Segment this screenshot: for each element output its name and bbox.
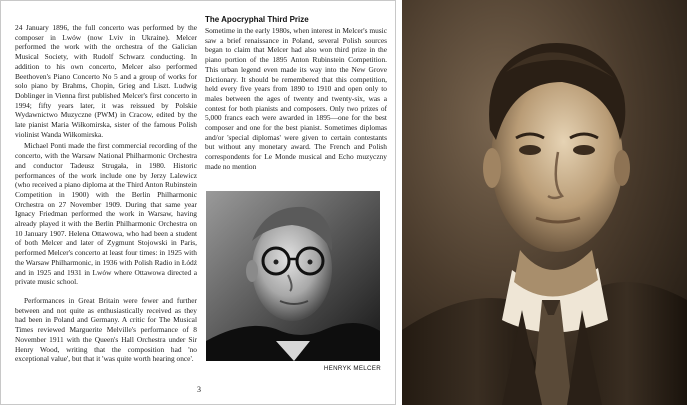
page-number: 3 xyxy=(197,385,201,394)
paragraph: Michael Ponti made the first commercial recording of the concerto, with the Warsaw National Philharmonic Orchestra and conductor Tadeusz Strugała, in 1980. Historic performances of the work include one by Jerzy Lalewicz (who received a piano diploma at the Third Anton Rubinstein Competition in 1900) with the Berlin Philharmonic Orchestra on 27 November 1909. During that same year Ignacy Friedman performed the work in Warsaw, having already played it with the Berlin Philharmonic Orchestra on 10 January 1907. Helena Ottawowa, who had been a student of both Melcer and later of Zygmunt Stojowski in Paris, performed Melcer's concerto at least four times: in 1925 with the Warsaw Philharmonic, in 1936 with Polish Radio in Łódź and in 1925 and 1931 in Lwów where Ottawowa directed a private music school. xyxy=(15,141,197,287)
portrait-photo-young-man xyxy=(402,0,687,405)
section-title: The Apocryphal Third Prize xyxy=(205,15,309,24)
paragraph: Performances in Great Britain were fewer and further between and not quite as enthusiastically received as they had been in Poland and Germany. A critic for The Musical Times reviewed Marguerite Melville's performance of 8 November 1911 with the Queen's Hall Orchestra under Sir Henry Wood, writing that the composition had 'no exceptional value', but that it 'was quite worth hearing once'. xyxy=(15,295,197,364)
right-text-column xyxy=(205,15,387,172)
paragraph: 24 January 1896, the full concerto was performed by the composer in Lwów (now Lviv in Ukraine). Melcer performed the work with the orchestra of the Galician Musical Society, with Rudolf Schwarz conducting. In addition to his own concerto, Melcer also performed Beethoven's Piano Concerto No 5 and a group of works for solo piano by Brahms, Chopin, Grieg and Liszt. Ludwig Doblinger in Vienna first published Melcer's first concerto in 1994; fifty years later, it was reissued by Polskie Wydawnictwo Muzyczne (PWM) in Cracow, edited by the late pianist Maria Wiłkomirska, sister of the famous Polish violinist Wanda Wiłkomirska. xyxy=(15,23,197,139)
photo-caption: HENRYK MELCER xyxy=(323,365,381,372)
portrait-photo-old-man xyxy=(206,191,380,361)
left-text-column xyxy=(15,23,197,364)
paragraph: Sometime in the early 1980s, when interest in Melcer's music saw a brief renaissance in Poland, several Polish sources began to claim that Melcer had also won third prize in the piano portion of the 1895 Anton Rubinstein Competition. This urban legend even made its way into the New Grove Dictionary. It should be remembered that this competition, held every five years from 1890 to 1910 and open only to males between the ages of twenty and twenty-six, was a contest for both pianists and composers. Only two prizes of 5,000 francs each were awarded in 1895—one for the best composer and one for the best pianist. Sometimes diplomas and/or 'special diplomas' were given to certain contestants but without any monetary award. The French and Polish correspondents for Le Monde musical and Echo muzyczny made no mention xyxy=(205,26,387,171)
